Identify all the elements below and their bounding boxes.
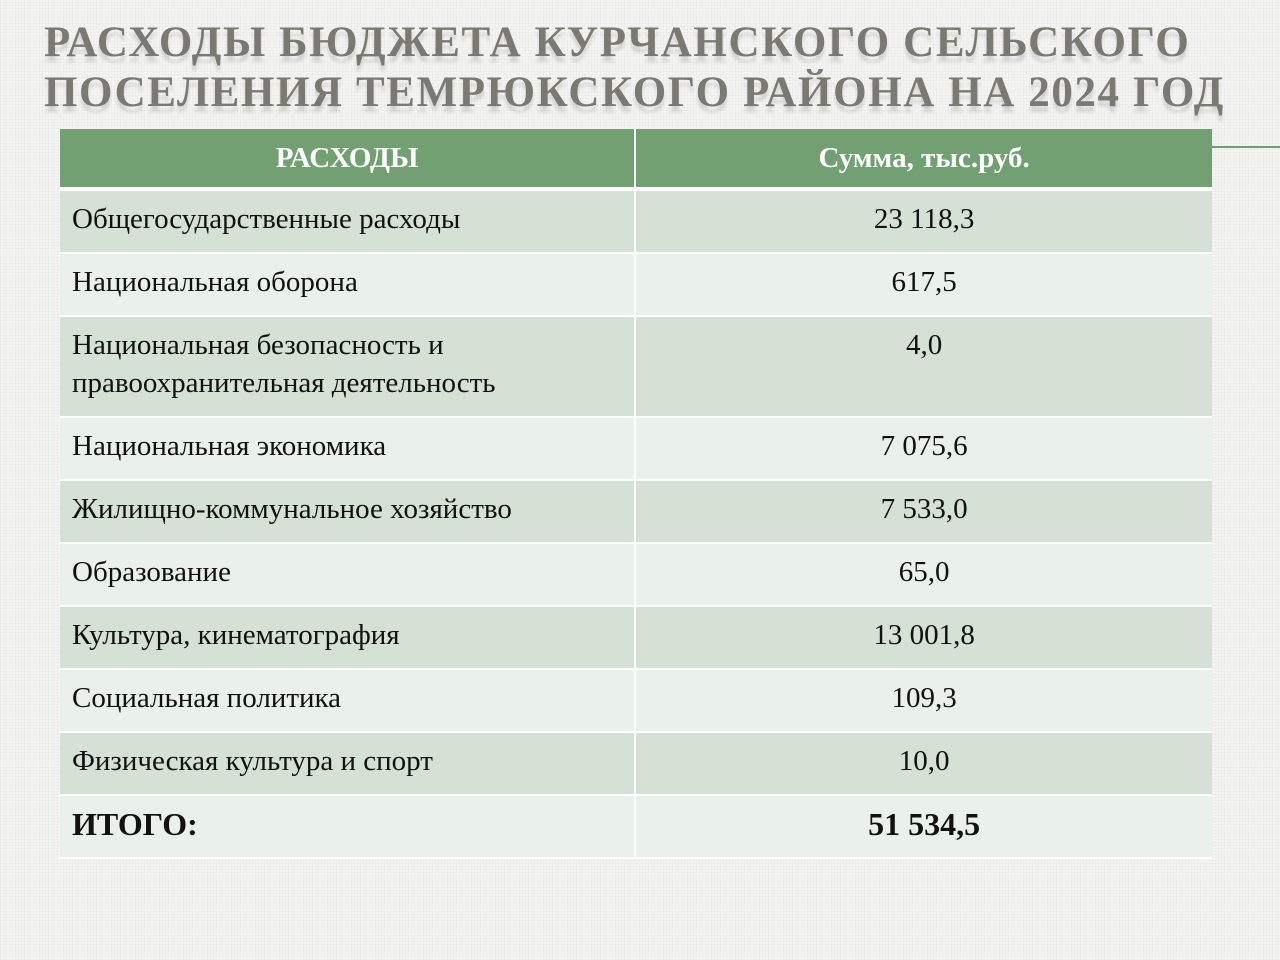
table-row: [60, 607, 1212, 670]
expense-name: Жилищно-коммунальное хозяйство: [60, 481, 636, 544]
expense-sum: 109,3: [636, 670, 1212, 733]
table-header-row: [60, 129, 1212, 191]
table-row: [60, 670, 1212, 733]
table-row: [60, 191, 1212, 254]
table-row: [60, 733, 1212, 796]
slide-title-line-1: РАСХОДЫ БЮДЖЕТА КУРЧАНСКОГО СЕЛЬСКОГО: [44, 19, 1191, 66]
slide-title: [44, 18, 1244, 118]
total-sum: 51 534,5: [636, 796, 1212, 859]
expense-name: Образование: [60, 544, 636, 607]
header-expenses: РАСХОДЫ: [60, 129, 636, 191]
expense-sum: 13 001,8: [636, 607, 1212, 670]
expense-name: Национальная экономика: [60, 418, 636, 481]
table-row: [60, 317, 1212, 418]
table-row: [60, 481, 1212, 544]
table-row: [60, 254, 1212, 317]
total-label: ИТОГО:: [60, 796, 636, 859]
expense-name: Культура, кинематография: [60, 607, 636, 670]
expense-sum: 617,5: [636, 254, 1212, 317]
expense-sum: 7 533,0: [636, 481, 1212, 544]
expense-name: Физическая культура и спорт: [60, 733, 636, 796]
accent-line: [1212, 146, 1280, 148]
table-row: [60, 544, 1212, 607]
expense-name: Национальная безопасность и правоохранительная деятельность: [60, 317, 636, 418]
expense-sum: 7 075,6: [636, 418, 1212, 481]
table-total-row: [60, 796, 1212, 859]
expense-sum: 65,0: [636, 544, 1212, 607]
expense-name: Национальная оборона: [60, 254, 636, 317]
expense-sum: 10,0: [636, 733, 1212, 796]
expense-name: Общегосударственные расходы: [60, 191, 636, 254]
expense-sum: 23 118,3: [636, 191, 1212, 254]
table-row: [60, 418, 1212, 481]
expense-name: Социальная политика: [60, 670, 636, 733]
expense-sum: 4,0: [636, 317, 1212, 418]
budget-expenses-table: [60, 129, 1212, 859]
header-sum: Сумма, тыс.руб.: [636, 129, 1212, 191]
slide-title-line-2: ПОСЕЛЕНИЯ ТЕМРЮКСКОГО РАЙОНА НА 2024 ГОД: [44, 69, 1225, 116]
